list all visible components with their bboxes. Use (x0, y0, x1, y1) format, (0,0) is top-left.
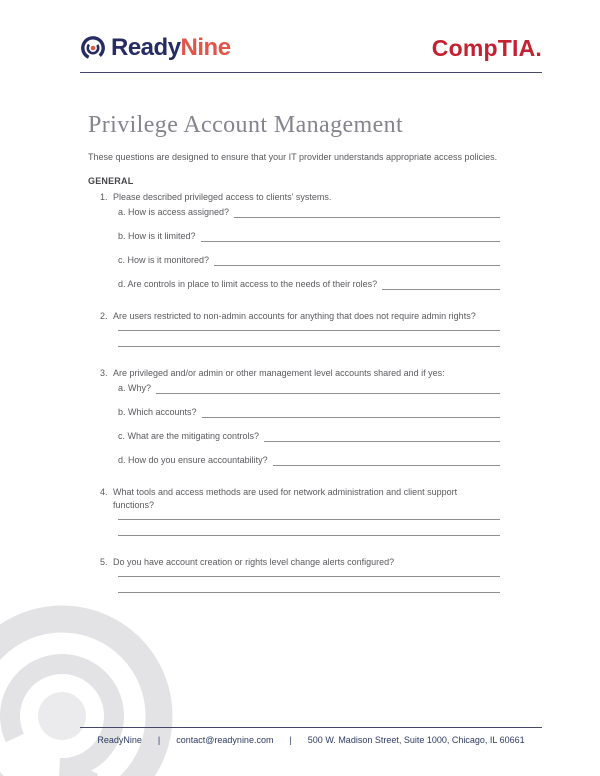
answer-line (273, 455, 500, 466)
question-row (88, 367, 500, 380)
question-text: Do you have account creation or rights level change alerts configured? (113, 557, 395, 567)
brand-ready-text: Ready (111, 34, 181, 61)
question-number: 2. (100, 311, 108, 321)
brand-nine-text: Nine (180, 34, 231, 61)
sub-question-row (88, 255, 500, 266)
footer-brand: ReadyNine (97, 735, 142, 745)
question-row (88, 486, 500, 512)
answer-line (156, 383, 500, 394)
readynine-wordmark (111, 35, 231, 61)
blank-answer-line (118, 331, 500, 347)
questions (88, 191, 530, 593)
sub-question-label: c. How is it monitored? (118, 255, 210, 265)
footer-address: 500 W. Madison Street, Suite 1000, Chicago, IL 60661 (307, 735, 525, 745)
question-text: Please described privileged access to clients' systems. (113, 192, 332, 202)
question-row (88, 556, 500, 569)
comptia-logo: CompTIA. (431, 34, 542, 61)
question-number: 3. (100, 368, 108, 378)
question-number: 5. (100, 557, 108, 567)
sub-question-row (88, 407, 500, 418)
answer-line (382, 279, 500, 290)
sub-question-label: d. Are controls in place to limit access to the needs of their roles? (118, 279, 378, 289)
blank-answer-line (118, 520, 500, 536)
answer-line (201, 231, 500, 242)
question-number: 4. (100, 487, 108, 497)
question-row (88, 191, 500, 204)
section-heading: GENERAL (88, 176, 134, 186)
question-row (88, 310, 500, 323)
answer-line (202, 407, 500, 418)
question-text: Are users restricted to non-admin accounts for anything that does not require admin rights? (113, 311, 476, 321)
blank-answer-line (118, 512, 500, 520)
page-title: Privilege Account Management (88, 112, 404, 138)
readynine-logo (80, 35, 231, 61)
question-item (88, 191, 500, 290)
footer-separator: | (289, 735, 292, 745)
watermark-logo (0, 598, 250, 776)
sub-question-label: c. What are the mitigating controls? (118, 431, 260, 441)
question-item (88, 556, 500, 593)
readynine-target-icon (80, 35, 106, 61)
blank-answer-line (118, 577, 500, 593)
sub-question-row (88, 279, 500, 290)
answer-line (264, 431, 500, 442)
question-item (88, 310, 500, 347)
sub-question-row (88, 431, 500, 442)
page-footer (80, 727, 542, 745)
question-text: Are privileged and/or admin or other management level accounts shared and if yes: (113, 368, 445, 378)
sub-question-label: b. How is it limited? (118, 231, 196, 241)
question-item (88, 486, 500, 536)
intro-text: These questions are designed to ensure that your IT provider understands appropriate access policies. (88, 152, 498, 162)
sub-question-row (88, 455, 500, 466)
sub-question-label: a. How is access assigned? (118, 207, 230, 217)
sub-question-row (88, 383, 500, 394)
sub-question-label: b. Which accounts? (118, 407, 197, 417)
sub-question-row (88, 207, 500, 218)
header-divider (80, 72, 542, 73)
footer-email: contact@readynine.com (176, 735, 274, 745)
blank-answer-line (118, 323, 500, 331)
blank-answer-line (118, 569, 500, 577)
sub-question-row (88, 231, 500, 242)
footer-separator: | (157, 735, 161, 745)
sub-question-label: d. How do you ensure accountability? (118, 455, 268, 465)
question-item (88, 367, 500, 466)
answer-line (214, 255, 500, 266)
main-content (88, 112, 530, 593)
answer-line (234, 207, 500, 218)
question-number: 1. (100, 192, 108, 202)
question-text: What tools and access methods are used for network administration and client support functions? (113, 487, 458, 510)
sub-question-label: a. Why? (118, 383, 152, 393)
page-header (80, 28, 542, 68)
footer-contact-row (80, 735, 542, 745)
